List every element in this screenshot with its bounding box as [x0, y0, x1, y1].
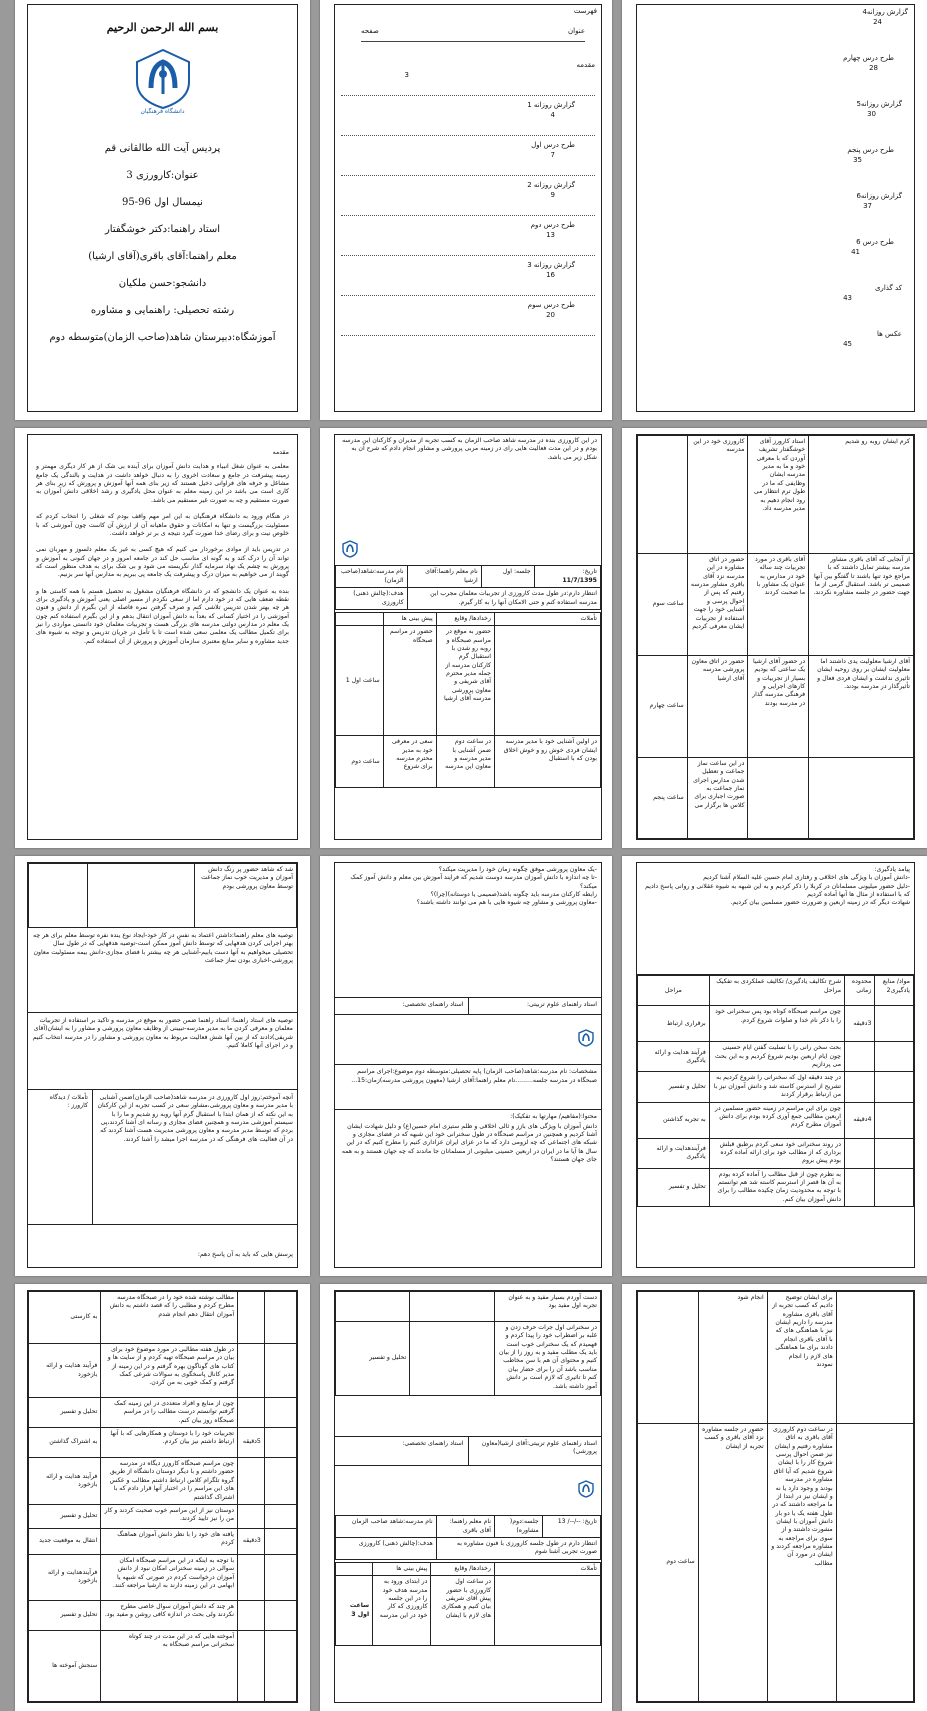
- report2-frame: [27, 862, 298, 1268]
- cover-line-semester: نیمسال اول 96-95: [122, 197, 203, 208]
- small-logo-icon: [341, 540, 359, 561]
- intro-frame: [27, 434, 298, 840]
- toc-entry: گزارش روزانه5 30: [856, 100, 902, 119]
- page-lesson-plan-1-continued: [15, 1284, 310, 1711]
- table-row: 3دقیقه یافته های خود را با نظر دانش آموزان هماهنگ کردم انتقال به موقعیت جدید: [29, 1528, 297, 1554]
- report1-frame: [334, 434, 602, 840]
- page-lesson-plan-1: [320, 856, 612, 1276]
- table-row: با توجه به اینکه در این مراسم صبحگاه امکان سوالی در زمینه سخنرانی امکان نبود از دانش آموزان درخواست کردم در صورتی که شبهه یا ابهامی در این زمینه دارند به ارشیا مراجعه کنند. فرآیندهدایت و ارائه بازخورد: [29, 1554, 297, 1600]
- cover-line-title: عنوان:کارورزی 3: [126, 170, 199, 181]
- table-row: 3دقیقه چون مراسم صبحگاه کوتاه بود پس سخنرانی خود را با ذکر نام خدا و صلوات شروع کردم. برقراری ارتباط: [638, 1006, 914, 1042]
- lesson-stages-table: [335, 1291, 601, 1396]
- cover-frame: [27, 4, 298, 412]
- report-table: [28, 863, 297, 928]
- table-row: دوستان نیز از این مراسم خوب صحبت کردند و کار من را نیز تایید کردند. تحلیل و تفسیر: [29, 1504, 297, 1528]
- reflection-label: تأملات / دیدگاه کارورز :: [28, 1090, 93, 1224]
- intro-paragraph: بنده به عنوان یک دانشجو که در دانشگاه فرهنگیان مشغول به تحصیل هستم با همه کاستی ها و نقطه ضعف هایی که در خود دارم اما از سعی نکردم از مسیر اصلی یعنی آموزش و یادگیری برای هر چه بهتر شدن تدریس تلاشی کنم و صرف گرفتن نمره فاصله از این بگیرم از دانش و فنون آموزشی را در اختیار کسانی که بعداً به دانش آموزان انتقال بدهم و از این بگیرم استفاده کنم چون یک معلم در مدارس دولتی مدرسه های بزرگی هست و تجربیات معلمان خود دانستی مواردی را نیز برای تکمیل مطالب یک معلمی سعی شده است تا با تأمل در جریان تدریس و توجه به شیوه های جدید مشاوره و سایر منابع معتبری سازمان آموزش و پرورش از آن استفاده کنم.: [36, 587, 289, 645]
- page-report-1-continued: [622, 428, 927, 848]
- cover-line-campus: پردیس آیت الله طالقانی قم: [104, 143, 221, 154]
- toc-entry: گزارش روزانه4 24: [862, 8, 908, 27]
- table-row: به نظرم چون از قبل مطالب را آماده کرده بودم به آن ها قصر از استرسم کاسته شد هم توانستم با توجه به محدودیت زمان چکیده مطالب را برای دانش آموزان بیان کنم. تحلیل و تفسیر: [638, 1168, 914, 1206]
- page-toc-2: [622, 0, 927, 420]
- toc-col-title: عنوان: [568, 27, 585, 35]
- signature-spec: استاد راهنمای تخصصی:: [335, 1437, 469, 1465]
- toc2-frame: [636, 4, 915, 412]
- col-events: رخدادها/ وقایع: [436, 612, 494, 625]
- toc-entry: گزارش روزانه 2 9: [341, 176, 595, 216]
- table-row: در سخنرانی اول جرات حرف زدن و غلبه بر اضطراب خود را پیدا کردم و فهمیدم که یک سخنرانی خوب است باید یک مطلب مفید و به روز را از بیان کنیم و محتوای آن هم با سن مخاطب مناسب باشد آن را برای حضار بیان کنم تا تاثیری که لازم است بر دانش آموز داشته باشد. تحلیل و تفسیر: [336, 1322, 601, 1396]
- cover-line-major: رشته تحصیلی: راهنمایی و مشاوره: [90, 305, 235, 316]
- toc-entry: طرح درس پنجم 35: [847, 146, 894, 165]
- table-row: در ساعت دوم کارورزی آقای باقری به اتاق مشاوره رفتیم و ایشان نیز ضمن احوال پرسی شروع کار را با ایشان شروع شدیم که آیا اتاق مشاوره در مدرسه بودند و وجود دارد یا نه و ایشان نیز در ابتدا از ما مراجعه داشتند که در طول هفته یک یا دو بار دانش آموزان با ایشان مشورت داشتند و از سوی برای مراجعه به مشاوره مراجعه کردند و ایشان در مورد آن مطالب حضور در جلسه مشاوره نزد آقای باقری و کسب تجربه از ایشان ساعت دوم: [638, 1424, 914, 1702]
- toc-entry: گزارش روزانه 3 16: [341, 256, 595, 296]
- report-school: نام مدرسه:شاهد صاحب الزمان: [336, 1516, 437, 1538]
- cover-line-school: آموزشگاه:دبیرستان شاهد(صاحب الزمان)متوسطه دوم: [49, 332, 276, 343]
- toc-header: [361, 27, 585, 42]
- report-date: 11/7/1395: [562, 576, 597, 584]
- report-intro: در این کارورزی بنده در مدرسه شاهد صاحب الزمان به کسب تجربه از مدیران و کارکنان این مدرسه بودم و در این مدت فعالیت هایی رای در زمینه مربی پرورشی و مشاور انجام دادم که شرح آن به شکل زیر می باشد.: [342, 437, 597, 461]
- page-lesson-plan-1-table: [622, 856, 927, 1276]
- page-cover: [15, 0, 310, 420]
- report3-frame: [334, 1290, 602, 1703]
- toc-entry: عکس ها 45: [843, 330, 902, 349]
- report-mentor: نام معلم راهنما:آقای ارشیا: [407, 566, 481, 588]
- learning-outcomes: -دانش آموزان با ویژگی های اخلاقی و رفتاری امام حسین علیه السلام آشنا کردیم -دلیل حضور میلیونی مسلمانان در کربلا را ذکر کردیم و به این شبهه به شیوه عقلانی و روانی پاسخ دادیم که با استفاده از مثال ها آنها آماده کردیم شهادت دیگر که در زمینه اربعین و ضرورت حضور مسلمین بیان کردیم.: [637, 874, 914, 975]
- plan1-frame: [334, 862, 602, 1268]
- cover-line-professor: استاد راهنما:دکتر خوشگفتار: [104, 224, 221, 235]
- table-row: هر چند که دانش آموزان سوال خاصی مطرح نکردند ولی بحث در اندازه کافی روشن و مفید بود. تحلیل و تفسیر: [29, 1600, 297, 1630]
- plan-content: دانش آموزان با ویژگی های بازز و ثالی اخلاقی و ظلم ستیزی امام حسین(ع) و دلیل شهادت ایشان آشنا کردیم و همچنین در مراسم صبحگاه در طول سخنرانی خود این شبهه که در فضای مجازی و شبکه های اجتماعی که چه لزومی دارد که ما در عزای ایران عزاداری کنیم را مطرح کنیم که در این سال ها آیا ما در ایران در اربعین حسینی میلیونی از مسلمانان جا ماندند که چه جهان هستند و به همه جای جهان هستند؟: [341, 1122, 597, 1164]
- col-duration: محدوده زمانی: [845, 976, 875, 1006]
- report-header-table: [335, 1515, 601, 1559]
- col-tasks: شرح تکالیف یادگیری/ تکالیف عملکردی به تفکیک مراحل: [709, 976, 844, 1006]
- cover-line-mentor: معلم راهنما:آقای باقری(آقای ارشیا): [88, 251, 237, 262]
- signature-spec: استاد راهنمای تخصصی:: [335, 998, 469, 1014]
- toc1-frame: [334, 4, 602, 412]
- toc-col-page: صفحه: [361, 27, 379, 35]
- learning-outcomes-label: پیامد یادگیری:: [874, 866, 910, 873]
- col-materials: مواد/ منابع یادگیری2: [875, 976, 914, 1006]
- plan1b-frame: [636, 862, 915, 1268]
- small-logo-icon: [577, 1480, 595, 1501]
- cover-line-student: دانشجو:حسن ملکیان: [118, 278, 207, 289]
- toc-entry: کد گذاری 43: [843, 284, 902, 303]
- basmala: بسم الله الرحمن الرحیم: [106, 21, 219, 34]
- table-row: 5دقیقه تجربیات خود را با دوستان و همکارهایی که با آنها ارتباط داشتم نیز بیان کردم. به اشتراک گذاشتن: [29, 1428, 297, 1458]
- table-row: حضور به موقع در مراسم صبحگاه و روبه رو شدن با استقبال گرم کارکنان مدرسه از جمله مدیر محترم آقای شریفی و معاون پرورشی مدرسه آقای ارشیا حضور در مراسم صبحگاه ساعت اول 1: [336, 626, 601, 736]
- logo-caption: دانشگاه فرهنگیان: [140, 108, 185, 115]
- intro-paragraph: در تدریس باید از موادی برخوردار می کنیم که هیچ کسی به غیر یک معلم دلسوز و مهربان نمی تواند آن را درک کند و به گونه ای مناسب حل کند در جامعه امروز و در جهان کنونی به آموزش و پرورش به چشم یک نهاد سرمایه گذار نگریسته می شود و بی شک برای به هدف منظور است که گویند از می خواهیم به میزان درک و پیشرفت یک جامعه پی ببریم به مدارس آنها سر بزنیم.: [36, 546, 289, 579]
- university-logo-icon: [131, 48, 195, 115]
- report-expectation: انتظار دارم در طول جلسه کارورزی با فنون مشاوره به صورت تجربی آشنا شوم: [436, 1538, 600, 1560]
- table-row: در ساعت اول کارورزی با حضور پیش آقای شریفی بیان کنیم و همکاری های لازم با ایشان در ابتدای ورود به مدرسه هدف خود را در این جلسه کارورزی که کار خود در این مدرسه ساعت اول 3: [336, 1576, 601, 1646]
- report-session: جلسه:دوم( مشاوره): [495, 1516, 543, 1538]
- table-row: بحث سخن رانی را با تسلیت گفتن ایام حسینی چون ایام اربعین بودیم شروع کردیم و به این بحث می پردازیم فرآیند هدایت و ارائه یادگیری: [638, 1042, 914, 1072]
- professor-recommendations: توصیه های استاد راهنما: استاد راهنما ضمن حضور به موقع در مدرسه و تاکید بر استفاده از تجربیات معلمان و معرفی کردن ما به مدیر مدرسه-تبیینی از وظایف معاون پرورشی و مشاور را به ایشان(آقای شریفی)دادند که از بین آنها شش فعالیت مربوط به معاون پرورشی و مشاور را در مدرسه انتخاب کنیم و در اجرای آنها کاملا کنیم.: [28, 1013, 297, 1090]
- table-row: در این ساعت نماز جماعت و تعطیل شدن مدارس اجرای نماز جماعت به صورت اجباری برای کلاس ها برگزار می ساعت پنجم: [638, 758, 914, 839]
- table-row: شد که شاهد حضور پر رنگ دانش آموزان و مدیریت خوب نماز جماعت توسط معاون پرورشی بودم: [29, 864, 297, 928]
- col-reflections: تأملات: [495, 1562, 601, 1575]
- signature-edu: استاد راهنمای علوم تربیتی:آقای ارشیا(معاون پرورشی): [481, 1440, 597, 1456]
- toc-entry: طرح درس 6 41: [851, 238, 894, 257]
- learned-text: آنچه آموختم:روز اول کارورزی در مدرسه شاهد(صاحب الزمان)ضمن آشنایی با مدیر مدرسه و معاون پرورشی،مشاور سعی در کسب تجربه از این کارکنان به این نکته که از همان ابتدا با استقبال گرم آنها روبه رو شدیم و ما را با سیستم آموزشی مدرسه و همچنین فضای مجازی و رسانه ای آشنا کردند،پی بردم که توسط مدیر مدرسه و معاون پرورشی مدیریت هست آشنا کردند که در آن فعالیت های فرهنگی که در مدرسه اجرا میشد را آشنا کردند.: [97, 1094, 293, 1143]
- table-row: در چند دقیقه اول که سخنرانی را شروع کردیم به تشریح از استرس کاسته شد و دانش آموزان نیز با من ارتباط برقرار کردند تحلیل و تفسیر: [638, 1072, 914, 1102]
- table-row: در طول هفته مطالبی در مورد موضوع خود برای بیان در مراسم صبحگاه تهیه کردم و از سایت ها و کتاب های گوناگون بهره گرفتم و در این زمینه از مدیر کانال پاسخگوی به سوالات شرعی کمک گرفتم و کمک خوبی به من کردن. فرآیند هدایت و ارائه بازخورد: [29, 1344, 297, 1398]
- report-table: [637, 435, 914, 839]
- page-report-1: [320, 428, 612, 848]
- toc-entry: گزارش روزانه6 37: [856, 192, 902, 211]
- page-report-2-continued: [622, 1284, 927, 1711]
- report-goal: هدف:(چالش ذهنی) کارورزی: [336, 1538, 437, 1560]
- table-row: آموخته هایی که در این مدت در چند کوتاه سخنرانی مراسم صبحگاه به سنجش آموخته ها: [29, 1630, 297, 1701]
- table-row: کرم ایشان روبه رو شدیم استاد کارورز آقای خوشگفتار تشریف آوردن که با معرفی خود و ما به مدیر مدرسه ایشان وظایفی که ما در طول ترم انتظار می رود انجام دهیم به مدیر مدرسه داد. کارورزی خود در این مدرسه: [638, 436, 914, 554]
- toc-entry: گزارش روزانه 1 4: [341, 96, 595, 136]
- page-report-2: [320, 1284, 612, 1711]
- report-goal: هدف:(چالش ذهنی) کارورزی: [336, 588, 408, 610]
- plan-spec: مشخصات: نام مدرسه:شاهد(صاحب الزمان) پایه تحصیلی:متوسطه دوم موضوع:اجرای مراسم صبحگاه در مدرسه جلسه.........نام معلم راهنما:آقای ارشیا (معهون پرورشی مدرسه)زمان:15...: [335, 1064, 601, 1110]
- page-report-1-reflections: [15, 856, 310, 1276]
- lesson-stages-table: [28, 1291, 297, 1702]
- col-stages: مراحل: [638, 976, 710, 1006]
- report-date: تاریخ: --/--/ 13: [542, 1516, 600, 1538]
- plan-content-label: محتوا:(مفاهیم/ مهارتها به تفکیک):: [510, 1113, 597, 1121]
- lesson-stages-table: [637, 975, 914, 1207]
- intro-paragraph: در هنگام ورود به دانشگاه فرهنگیان به این امر مهم واقف بودم که شغلی را انتخاب کردم که مسئولیت بزرگیست و تنها به امکانات و حقوق ماهیانه آن از ارزش آن کاست چون آموزشی که با خلوص نیت و برای رضای خدا صورت گیرد نتیجه ی بر تر خواهد داشت.: [36, 513, 289, 537]
- report3b-frame: [636, 1290, 915, 1703]
- questions-label: پرسش هایی که باید به آن پاسخ دهم:: [197, 1250, 293, 1258]
- report-school: نام مدرسه:شاهد(صاحب الزمان): [336, 566, 408, 588]
- page-introduction: [15, 428, 310, 848]
- table-row: در اولین آشنایی خود با مدیر مدرسه ایشان فردی خوش رو و خوش اخلاق بودن که با استقبال در ساعت دوم ضمن آشنایی با مدیر مدرسه و معاون این مدرسه سعی در معرفی خود به مدیر محترم مدرسه برای شروع ساعت دوم: [336, 736, 601, 788]
- table-row: در روند سخنرانی خود سعی کردم برطبق قبلش برداری که از مطالب خود برای ارائه آماده کرده بودم پیش بروم فرآیندهدایت و ارائه یادگیری: [638, 1138, 914, 1168]
- toc-title: فهرست: [573, 7, 597, 15]
- report-expectation: انتظار دارم:در طول مدت کارورزی از تجربیات معلمان مجرب این مدرسه استفاده کنم و حتی الامکان آنها را به کار گیرم.: [407, 588, 600, 610]
- col-predictions: پیش بینی ها: [383, 612, 436, 625]
- table-row: چون از منابع و افراد متعددی در این زمینه کمک گرفتم توانستم درست مطالب را در مراسم صبحگاه روز بیان کنم. تحلیل و تفسیر: [29, 1398, 297, 1428]
- report-table: [637, 1291, 914, 1702]
- report1b-frame: [636, 434, 915, 840]
- report-session: جلسه: اول: [481, 566, 534, 588]
- plan2-frame: [27, 1290, 298, 1703]
- table-row: برای ایشان توضیح دادیم که کسب تجربه از آقای باقری مشاوره مدرسه را داریم ایشان نیز با هماهنگی های که با آقای باقری انجام دادند برای ما هماهنگی های لازم را انجام نمودند انجام شود: [638, 1292, 914, 1424]
- table-row: از آنجایی که آقای باقری مشاور مدرسه بیشتر تمایل داشتند که با مراجع خود تنها باشند تا گفتگو بین آنها صمیمی تر باشد. استقبال گرمی از ما جهت حضور در جلسه مشاوره نکردند. آقای باقری در مورد تجربیات چند ساله خود در مدارس به عنوان یک مشاور با ما صحبت کردند حضور در اتاق مشاوره در این مدرسه نزد آقای باقری مشاور مدرسه رفتیم که پس از احوال پرسی و آشنایی خود را جهت استفاده از تجربیات ایشان معرفی کردیم ساعت سوم: [638, 554, 914, 656]
- intro-paragraph: معلمی به عنوان شغل انبیاء و هدایت دانش آموزان برای آینده بی شک از هر کار دیگری مهمتر و زمینه پیشرفت در جامع و سعادت اخروی را به دنبال خواهد داشت در هدایت و بالندگی یک جامع مشاغل و حرفه های فراوانی دخیل هستند که زیر بنای همه آنها آموزش و پرورش که زیر بنای هر کاری است می باشد در این زمینه معلم به عنوان محل یادگیری و رشد اخلاقی دانش آموزان به صورت مستقیم و چه به صورت غیر مستقیم می باشد.: [36, 463, 289, 504]
- col-reflections: تأملات: [495, 612, 601, 625]
- table-row: 4دقیقه چون برای این مراسم در زمینه حضور مسلمین در اربعین مطالبی جمع آوری کرده بودم برای دانش آموزان مطرح کردم به تجربه گذاشتن: [638, 1102, 914, 1138]
- small-logo-icon: [577, 1029, 595, 1050]
- report-table: [335, 1562, 601, 1646]
- toc-entry: طرح درس چهارم 28: [843, 54, 894, 73]
- col-events: رخدادها/ وقایع: [431, 1562, 495, 1575]
- toc-entry: مقدمه 3: [341, 60, 595, 96]
- table-row: مطالب نوشته شده خود را در صبحگاه مدرسه مطرح کردم و مطلبی را که قصد داشتم به دانش آموزان انتقال دهم انجام شدم به کارستی: [29, 1292, 297, 1344]
- toc-entry: طرح درس اول 7: [341, 136, 595, 176]
- toc-entry: طرح درس دوم 13: [341, 216, 595, 256]
- intro-heading: مقدمه: [272, 449, 289, 456]
- report-mentor: نام معلم راهنما: آقای باقری: [436, 1516, 494, 1538]
- signature-edu: استاد راهنمای علوم تربیتی:: [526, 1001, 597, 1008]
- report-table: [335, 612, 601, 788]
- col-predictions: پیش بینی ها: [373, 1562, 431, 1575]
- page-toc-1: [320, 0, 612, 420]
- reflection-questions: -یک معاون پرورشی موفق چگونه زمان خود را مدیریت میکند؟ -تا چه اندازه با دانش آموزان مدرسه دوست شدیم که فرایند آموزش بین معلم و دانش آموز کمک میکند؟ رابطه کارکنان مدرسه باید چگونه باشد(صمیمی یا دوستانه)(چرا)؟ -معاون پرورشی و مشاور چه شیوه هایی با هم می توانند داشته باشند؟: [335, 863, 601, 998]
- toc-entry: طرح درس سوم 20: [341, 296, 595, 336]
- plan-conclusion: دست آوردم بسیار مفید و به عنوان تجربه اول مفید بود: [495, 1292, 601, 1322]
- table-row: چون مراسم صبحگاه کارورز دیگاه در مدرسه حضور داشتم و با دیگر دوستان دانشگاه از طریق گروه تلگرام کلاس ارتباط داشتم مطالب و عکس های این مراسم را در اختیار آنها قرار دادم که با اشتراک گذاشتم فرآیند هدایت و ارائه بازخورد: [29, 1458, 297, 1505]
- table-row: آقای ارشیا معلولیت یدی داشتند اما معلولیت ایشان بر روی روحیه ایشان تاثیری نداشت و ایشان فردی فعال و تأثیرگذار در مدرسه بودند. در حضور آقای ارشیا یک ساعتی که بودیم بسیار از تجربیات و کارهای اجرایی و فرهنگی مدرسه گذار در مدرسه بودند حضور در اتاق معاون پرورشی مدرسه آقای ارشیا ساعت چهارم: [638, 656, 914, 758]
- report-header-table: تاریخ: 11/7/1395 جلسه: اول نام معلم راهنما:آقای ارشیا نام مدرسه:شاهد(صاحب الزمان) انتظار دارم:در طول مدت کارورزی از تجربیات معلمان مجرب این مدرسه استفاده کنم و حتی الامکان آنها را به کار گیرم. هدف:(چالش ذهنی) کارورزی: [335, 565, 601, 609]
- mentor-recommendations: توصیه های معلم راهنما:داشتن اعتماد به نفس در کار خود-ایجاد نوع ینده نفره توسط معلم برای هر چه بهتر اجرایی کردن هدفهایی که توسط دانش آموز ممکن است-توصیه هدفهایی که در طول سال تحصیلی میخواهیم به آنها دست یابیم-آشنایی هر چه بیشتر با فضای مجازی-دانش بیمه مسئولیت معاون پرورشی-اخباری بودن نماز جماعت: [28, 928, 297, 1013]
